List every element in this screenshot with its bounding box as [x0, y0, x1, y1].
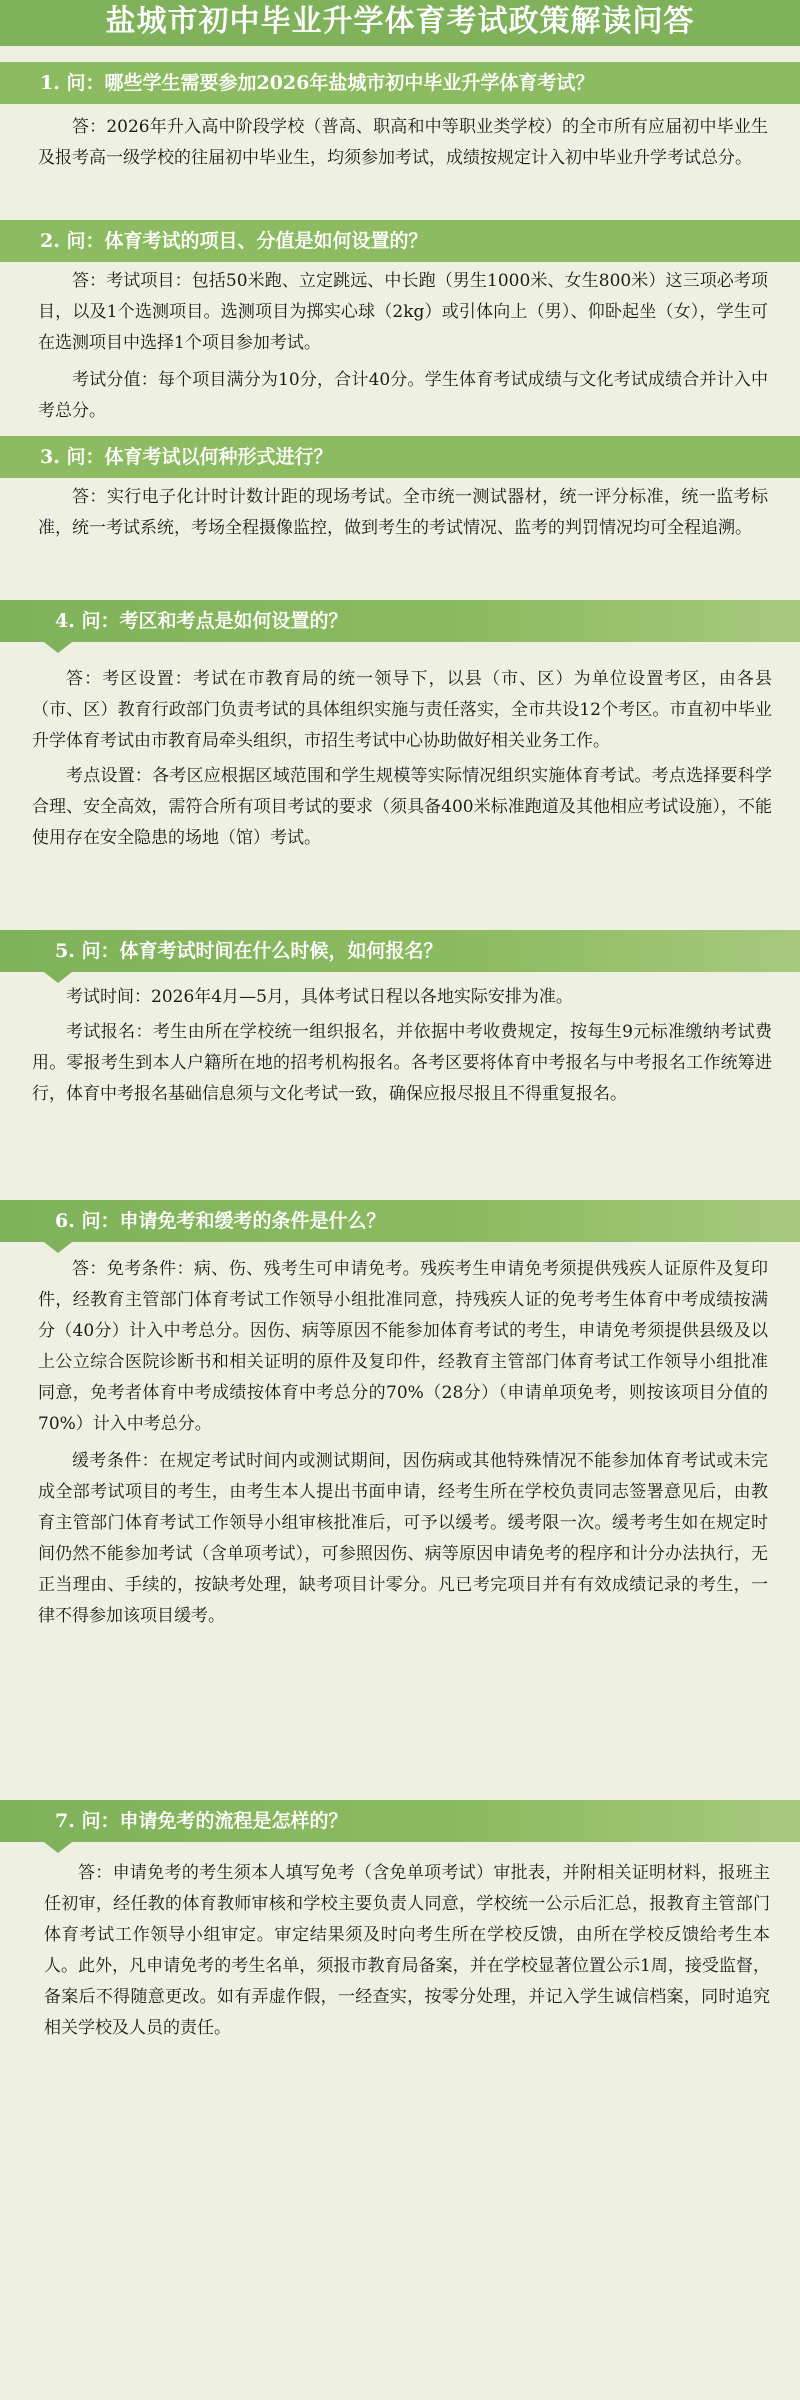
question-4-label: 4. 问：考区和考点是如何设置的？ — [55, 610, 348, 632]
answer-2-paragraph-2: 考试分值：每个项目满分为10分，合计40分。学生体育考试成绩与文化考试成绩合并计入中考总分。 — [38, 370, 768, 421]
answer-6-paragraph-2: 缓考条件：在规定考试时间内或测试期间，因伤病或其他特殊情况不能参加体育考试或未完成全部考试项目的考生，由考生本人提出书面申请，经考生所在学校负责同志签署意见后，由教育主管部门体育考试工作领导小组审核批准后，可予以缓考。缓考限一次。缓考考生如在规定时间仍然不能参加考试（含单项考试），可参照因伤、病等原因申请免考的程序和计分办法执行，无正当理由、手续的，按缺考处理，缺考项目计零分。凡已考完项目并有有效成绩记录的考生，一律不得参加该项目缓考。 — [38, 1451, 768, 1626]
question-6-label: 6. 问：申请免考和缓考的条件是什么？ — [55, 1210, 386, 1232]
answer-3-paragraph: 答：实行电子化计时计数计距的现场考试。全市统一测试器材，统一评分标准，统一监考标准，统一考试系统，考场全程摄像监控，做到考生的考试情况、监考的判罚情况均可全程追溯。 — [38, 487, 768, 538]
answer-6 — [38, 1254, 768, 1632]
question-7-header — [0, 1800, 800, 1842]
page-title: 盐城市初中毕业升学体育考试政策解读问答 — [0, 0, 800, 46]
answer-4-paragraph-2: 考点设置：各考区应根据区域范围和学生规模等实际情况组织实施体育考试。考点选择要科学合理、安全高效，需符合所有项目考试的要求（须具备400米标准跑道及其他相应考试设施），不能使用存在安全隐患的场地（馆）考试。 — [32, 766, 772, 848]
answer-4 — [32, 664, 772, 854]
answer-2 — [38, 266, 768, 427]
answer-7-paragraph: 答：申请免考的考生须本人填写免考（含免单项考试）审批表，并附相关证明材料，报班主任初审，经任教的体育教师审核和学校主要负责人同意，学校统一公示后汇总，报教育主管部门体育考试工作领导小组审定。审定结果须及时向考生所在学校反馈，由所在学校反馈给考生本人。此外，凡申请免考的考生名单，须报市教育局备案，并在学校显著位置公示1周，接受监督，备案后不得随意更改。如有弄虚作假，一经查实，按零分处理，并记入学生诚信档案，同时追究相关学校及人员的责任。 — [44, 1863, 770, 2038]
answer-5-paragraph-2: 考试报名：考生由所在学校统一组织报名，并依据中考收费规定，按每生9元标准缴纳考试费用。零报考生到本人户籍所在地的招考机构报名。各考区要将体育中考报名与中考报名工作统筹进行，体育中考报名基础信息须与文化考试一致，确保应报尽报且不得重复报名。 — [32, 1022, 772, 1104]
answer-5-paragraph-1: 考试时间：2026年4月—5月，具体考试日程以各地实际安排为准。 — [66, 987, 573, 1007]
question-3-header: 3. 问：体育考试以何种形式进行？ — [0, 436, 800, 478]
question-2-header: 2. 问：体育考试的项目、分值是如何设置的？ — [0, 220, 800, 262]
header-pointer-icon — [44, 642, 72, 653]
header-pointer-icon — [44, 1242, 72, 1253]
answer-2-paragraph-1: 答：考试项目：包括50米跑、立定跳远、中长跑（男生1000米、女生800米）这三项必考项目，以及1个选测项目。选测项目为掷实心球（2kg）或引体向上（男）、仰卧起坐（女），学生可在选测项目中选择1个项目参加考试。 — [38, 271, 768, 353]
answer-5 — [32, 982, 772, 1110]
question-6-header — [0, 1200, 800, 1242]
header-pointer-icon — [44, 1842, 72, 1853]
answer-4-paragraph-1: 答：考区设置：考试在市教育局的统一领导下，以县（市、区）为单位设置考区，由各县（市、区）教育行政部门负责考试的具体组织实施与责任落实，全市共设12个考区。市直初中毕业升学体育考试由市教育局牵头组织，市招生考试中心协助做好相关业务工作。 — [32, 669, 772, 751]
question-7-label: 7. 问：申请免考的流程是怎样的？ — [55, 1810, 348, 1832]
question-4-header — [0, 600, 800, 642]
answer-3 — [38, 482, 768, 544]
answer-1 — [38, 112, 768, 174]
answer-6-paragraph-1: 答：免考条件：病、伤、残考生可申请免考。残疾考生申请免考须提供残疾人证原件及复印件，经教育主管部门体育考试工作领导小组批准同意，持残疾人证的免考考生体育中考成绩按满分（40分）计入中考总分。因伤、病等原因不能参加体育考试的考生，申请免考须提供县级及以上公立综合医院诊断书和相关证明的原件及复印件，经教育主管部门体育考试工作领导小组批准同意，免考者体育中考成绩按体育中考总分的70%（28分）（申请单项免考，则按该项目分值的70%）计入中考总分。 — [38, 1259, 768, 1434]
answer-1-paragraph: 答：2026年升入高中阶段学校（普高、职高和中等职业类学校）的全市所有应届初中毕业生及报考高一级学校的往届初中毕业生，均须参加考试，成绩按规定计入初中毕业升学考试总分。 — [38, 117, 768, 168]
question-1-header: 1. 问：哪些学生需要参加2026年盐城市初中毕业升学体育考试？ — [0, 62, 800, 104]
question-5-label: 5. 问：体育考试时间在什么时候，如何报名？ — [55, 940, 443, 962]
question-5-header — [0, 930, 800, 972]
answer-7 — [44, 1858, 770, 2044]
